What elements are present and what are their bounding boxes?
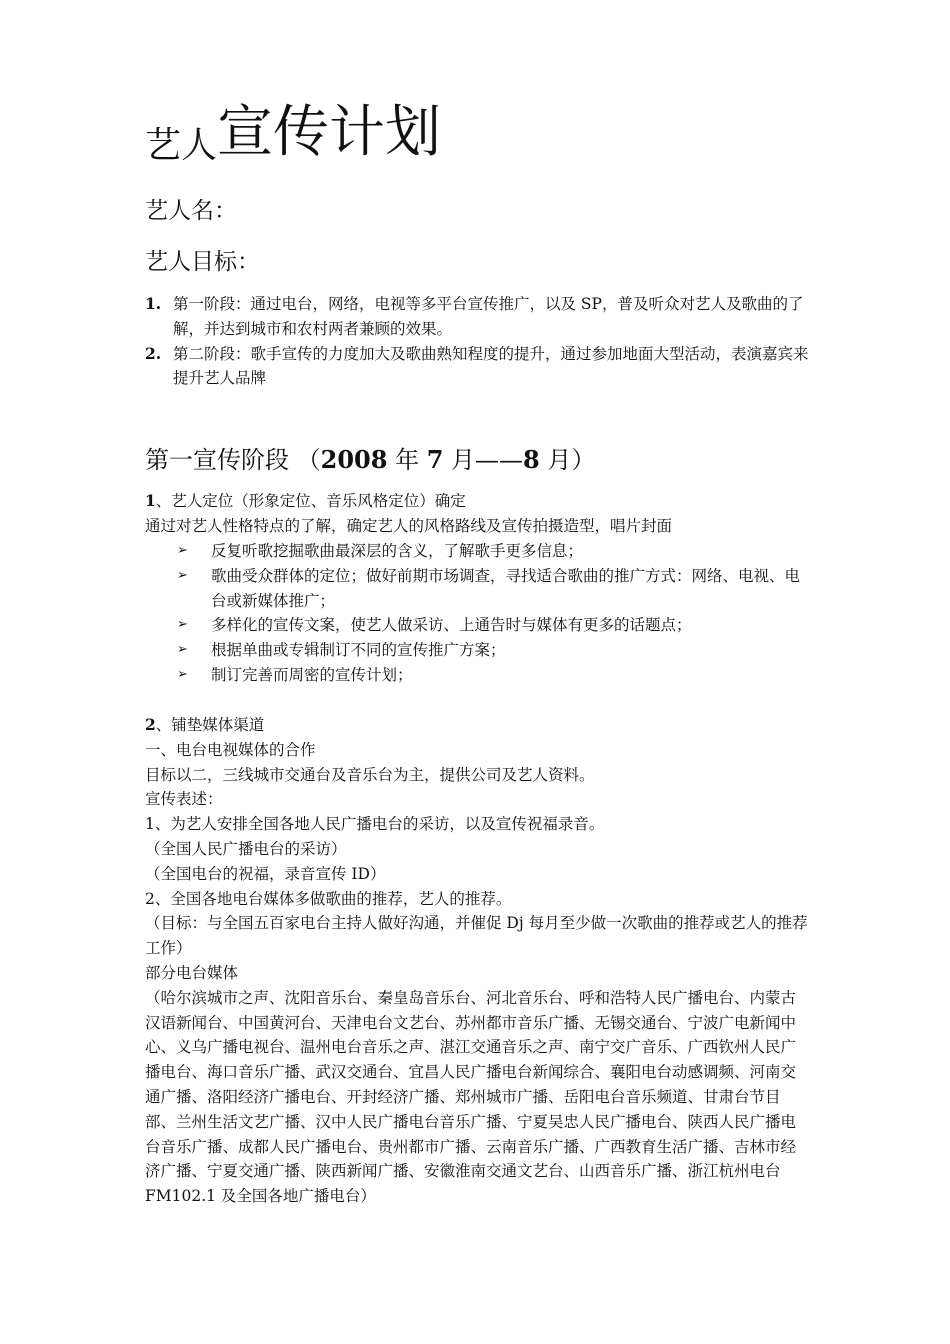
- list-item: [177, 638, 810, 663]
- section2-heading: [145, 713, 810, 738]
- list-number: 1.: [145, 294, 162, 313]
- section2-line: （目标：与全国五百家电台主持人做好沟通，并催促 Dj 每月至少做一次歌曲的推荐或艺人的推荐工作）: [145, 914, 808, 958]
- goal-list: [145, 292, 810, 391]
- list-text: 第一阶段：通过电台，网络，电视等多平台宣传推广，以及 SP，普及听众对艺人及歌曲的了解，并达到城市和农村两者兼顾的效果。: [173, 295, 804, 338]
- phase-heading-suffix: 月）: [539, 446, 596, 474]
- section2-line: （全国电台的祝福，录音宣传 ID）: [145, 864, 386, 883]
- section2-line: 宣传表述：: [145, 790, 223, 809]
- list-item: [145, 342, 810, 392]
- section2-line: 目标以二，三线城市交通台及音乐台为主，提供公司及艺人资料。: [145, 765, 595, 784]
- bullet-text: 歌曲受众群体的定位；做好前期市场调查，寻找适合歌曲的推广方式：网络、电视、电台或新媒体推广；: [211, 566, 801, 610]
- section2-title: 、铺垫媒体渠道: [155, 716, 265, 734]
- arrow-right-icon: ➢: [177, 617, 188, 633]
- title-big-part: 宣传计划: [217, 100, 442, 165]
- document-title: [145, 88, 441, 168]
- arrow-right-icon: ➢: [177, 642, 188, 658]
- bullet-text: 制订完善而周密的宣传计划；: [211, 665, 413, 684]
- list-item: [177, 613, 810, 638]
- list-item: [145, 292, 810, 342]
- phase-heading-month-start: 7: [426, 445, 444, 474]
- section2-line: 2、全国各地电台媒体多做歌曲的推荐，艺人的推荐。: [145, 889, 512, 908]
- phase-heading-year-char: 年: [387, 446, 427, 474]
- list-text: 第二阶段：歌手宣传的力度加大及歌曲熟知程度的提升，通过参加地面大型活动，表演嘉宾来提升艺人品牌: [173, 344, 809, 388]
- section1-bullet-list: [177, 539, 810, 688]
- section1-intro: 通过对艺人性格特点的了解，确定艺人的风格路线及宣传拍摄造型，唱片封面: [145, 517, 673, 535]
- list-item: [177, 663, 810, 688]
- artist-goal-label: 艺人目标：: [145, 249, 260, 275]
- list-number: 2.: [145, 343, 162, 363]
- artist-name-label: 艺人名：: [145, 198, 237, 224]
- bullet-text: 多样化的宣传文案，使艺人做采访、上通告时与媒体有更多的话题点；: [211, 616, 692, 635]
- phase-heading-year: 2008: [320, 445, 388, 474]
- list-item: [177, 539, 810, 564]
- section2-number: 2: [145, 715, 156, 734]
- section2-line: （全国人民广播电台的采访）: [145, 839, 347, 858]
- section2-line: 1、为艺人安排全国各地人民广播电台的采访，以及宣传祝福录音。: [145, 815, 605, 834]
- title-small-part: 艺人: [145, 125, 218, 166]
- phase-heading-prefix: 第一宣传阶段 （: [145, 446, 321, 474]
- arrow-right-icon: ➢: [177, 543, 188, 558]
- phase-heading-middle: 月——: [443, 446, 524, 474]
- section2-line: 一、电台电视媒体的合作: [145, 740, 316, 759]
- list-item: [177, 564, 810, 614]
- arrow-right-icon: ➢: [177, 567, 188, 583]
- phase-heading-month-end: 8: [523, 445, 540, 474]
- section1-heading: [145, 489, 810, 514]
- phase-heading: [145, 440, 595, 475]
- arrow-right-icon: ➢: [177, 666, 188, 682]
- radio-station-list: （哈尔滨城市之声、沈阳音乐台、秦皇岛音乐台、河北音乐台、呼和浩特人民广播电台、内蒙古汉语新闻台、中国黄河台、天津电台文艺台、苏州都市音乐广播、无锡交通台、宁波广电新闻中心、义乌广播电视台、温州电台音乐之声、湛江交通音乐之声、南宁交广音乐、广西钦州人民广播电台、海口音乐广播、武汉交通台、宜昌人民广播电台新闻综合、襄阳电台动感调频、河南交通广播、洛阳经济广播电台、开封经济广播、郑州城市广播、岳阳电台音乐频道、甘肃台节目部、兰州生活文艺广播、汉中人民广播电台音乐广播、宁夏吴忠人民广播电台、陕西人民广播电台音乐广播、成都人民广播电台、贵州都市广播、云南音乐广播、广西教育生活广播、吉林市经济广播、宁夏交通广播、陕西新闻广播、安徽淮南交通文艺台、山西音乐广播、浙江杭州电台 FM102.1 及全国各地广播电台）: [145, 988, 797, 1206]
- bullet-text: 根据单曲或专辑制订不同的宣传推广方案；: [211, 641, 506, 660]
- section1-number: 1: [145, 491, 156, 510]
- section1-title: 、艺人定位（形象定位、音乐风格定位）确定: [155, 492, 466, 510]
- section2-line: 部分电台媒体: [145, 963, 239, 982]
- bullet-text: 反复听歌挖掘歌曲最深层的含义，了解歌手更多信息；: [211, 542, 584, 560]
- section2-body: [145, 713, 810, 1209]
